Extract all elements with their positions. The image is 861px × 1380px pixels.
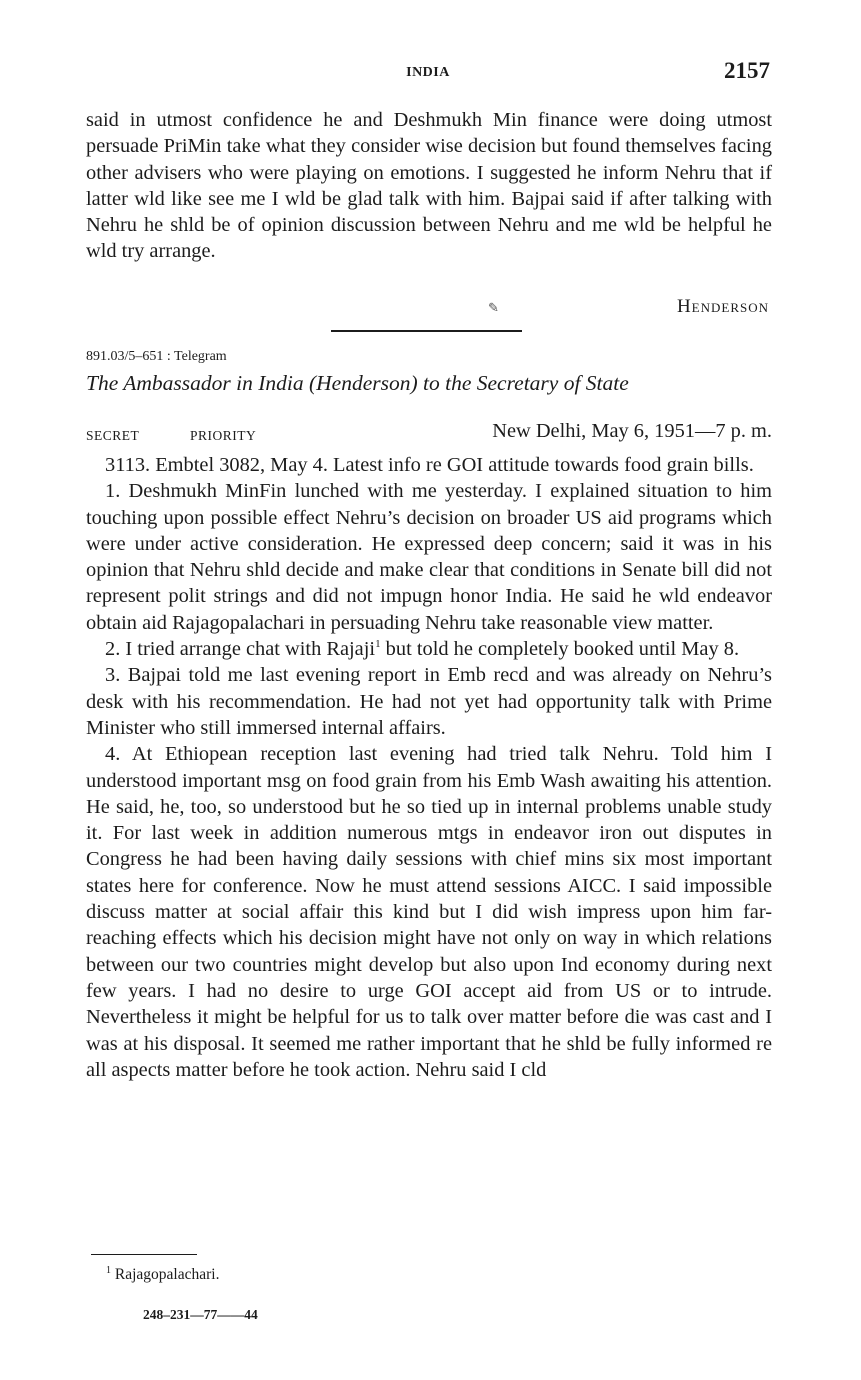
footnote-text: Rajagopalachari.: [114, 1266, 220, 1284]
page-number: 2157: [724, 58, 770, 83]
file-reference: 891.03/5–651 : Telegram: [86, 349, 227, 364]
paragraph-1: 1. Deshmukh MinFin lunched with me yesterday. I explained situation to him touching upon possible effect Nehru’s decision on broader US aid programs which were under active consideration. He expressed deep concern; said it was in his opinion that Nehru shld decide and make clear that conditions in Senate bill did not represent polit strings and did not impugn honor India. He said he wld endeavor obtain aid Rajagopalachari in persuading Nehru take reasonable view matter.: [86, 480, 772, 634]
priority-label: PRIORITY: [190, 428, 257, 443]
document-title: The Ambassador in India (Henderson) to the Secretary of State: [86, 371, 629, 395]
paragraph-3113: 3113. Embtel 3082, May 4. Latest info re GOI attitude towards food grain bills.: [105, 454, 754, 476]
footnote-marker: 1: [106, 1265, 111, 1276]
footnote-divider: [91, 1254, 197, 1255]
intro-text: said in utmost confidence he and Deshmukh Min finance were doing utmost persuade PriMin take what they consider wise decision but found themselves facing other advisers who were playing on emotions. I suggested he inform Nehru that if latter wld like see me I wld be glad talk with him. Bajpai said if after talking with Nehru he shld be of opinion discussion between Nehru and me wld be helpful he wld try arrange.: [86, 109, 772, 263]
paragraph-2: [86, 636, 772, 662]
intro-paragraph: [86, 107, 772, 265]
paragraph-4: 4. At Ethiopean reception last evening had tried talk Nehru. Told him I understood important msg on food grain from his Emb Wash awaiting his attention. He said, he, too, so understood but he so tied up in internal problems unable study it. For last week in addition numerous mtgs in endeavor iron out disputes in Congress he had been having daily sessions with chief mins six most important states here for conference. Now he must attend sessions AICC. I said impossible discuss matter at social affair this kind but I did wish impress upon him far-reaching effects which his decision might have not only on way in which relations between our two countries might develop but also upon Ind economy during next few years. I had no desire to urge GOI accept aid from US or to intrude. Nevertheless it might be helpful for us to talk over matter before die was cast and I was at his disposal. It seemed me rather important that he shld be fully informed re all aspects matter before he took action. Nehru said I cld: [86, 743, 772, 1081]
classification-label: SECRET: [86, 428, 140, 443]
page-header: [86, 58, 770, 90]
running-head: INDIA: [406, 65, 450, 80]
dateline: New Delhi, May 6, 1951—7 p. m.: [492, 420, 772, 442]
signature: Henderson: [676, 296, 769, 317]
footnote-reference: 1: [375, 638, 381, 651]
paragraph-3: 3. Bajpai told me last evening report in Emb recd and was already on Nehru’s desk with his recommendation. He had not yet had opportunity talk with Prime Minister who still immersed internal affairs.: [86, 664, 772, 739]
telegram-body: [86, 452, 772, 1083]
paragraph-2-text-cont: but told he completely booked until May 8.: [380, 638, 740, 661]
section-divider: [331, 330, 522, 332]
stray-mark: ✎: [488, 300, 499, 315]
printer-code: 248–231—77——44: [143, 1307, 258, 1322]
paragraph-2-text: 2. I tried arrange chat with Rajaji: [105, 638, 376, 661]
telegram-meta: [86, 420, 772, 448]
footnote: [106, 1265, 219, 1284]
